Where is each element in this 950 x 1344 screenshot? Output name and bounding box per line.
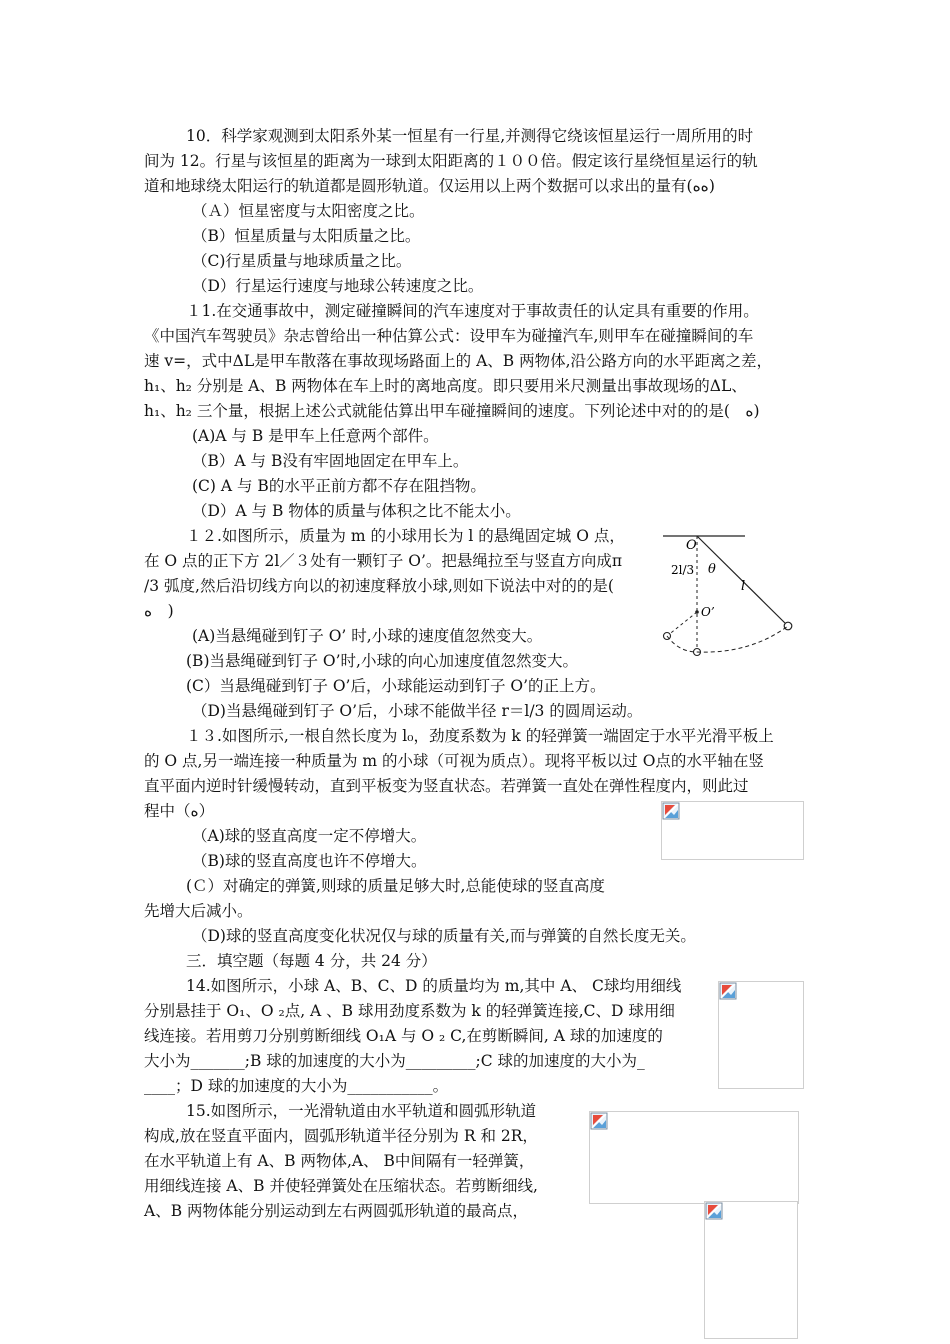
broken-image-icon: [705, 1202, 723, 1220]
q12-option-d: （D)当悬绳碰到钉子 O’后，小球不能做半径 r＝l/3 的圆周运动。: [192, 702, 643, 720]
q13-option-a: （A)球的竖直高度一定不停增大。: [192, 827, 427, 845]
q10-line-1: 10．科学家观测到太阳系外某一恒星有一行星,并测得它绕该恒星运行一周所用的时: [186, 127, 754, 145]
q11-option-a: (A)A 与 B 是甲车上任意两个部件。: [192, 427, 439, 445]
q13-line-2: 的 O 点,另一端连接一种质量为 m 的小球（可视为质点）。现将平板以过 O点的水平轴在竖: [144, 752, 764, 770]
q12-line-3: /3 弧度,然后沿切线方向以的初速度释放小球,则如下说法中对的的是(: [144, 577, 614, 595]
q15-line-5: A、B 两物体能分别运动到左右两圆弧形轨道的最高点，: [144, 1202, 529, 1220]
q12-line-4: ﻩ ): [144, 602, 174, 620]
q13-line-3: 直平面内逆时针缓慢转动，直到平板变为竖直状态。若弹簧一直处在弹性程度内，则此过: [144, 777, 749, 795]
q12-option-c: (C）当悬绳碰到钉子 O’后，小球能运动到钉子 O’的正上方。: [186, 677, 606, 695]
q15-line-2: 构成,放在竖直平面内，圆弧形轨道半径分别为 R 和 2R，: [144, 1127, 538, 1145]
q14-line-5: ____；D 球的加速度的大小为___________。: [144, 1077, 449, 1095]
pendulum-label-o: O: [686, 538, 697, 553]
q10-option-c: （C)行星质量与地球质量之比。: [192, 252, 412, 270]
pendulum-figure: [655, 528, 805, 663]
q11-option-c: (C) A 与 B的水平正前方都不存在阻挡物。: [192, 477, 486, 495]
q11-line-4: h₁、h₂ 分别是 A、B 两物体在车上时的离地高度。即只要用米尺测量出事故现场的ΔL、: [144, 377, 747, 395]
q14-line-3: 线连接。若用剪刀分别剪断细线 O₁A 与 O ₂ C,在剪断瞬间, A 球的加速度的: [144, 1027, 663, 1045]
q10-option-b: （B）恒星质量与太阳质量之比。: [192, 227, 421, 245]
q11-option-b: （B）A 与 B没有牢固地固定在甲车上。: [192, 452, 469, 470]
image-placeholder-q15-a: [589, 1111, 799, 1204]
q10-line-2: 间为 12。行星与该恒星的距离为一球到太阳距离的１００倍。假定该行星绕恒星运行的轨: [144, 152, 758, 170]
image-placeholder-q13: [661, 801, 804, 860]
q12-option-b: (B)当悬绳碰到钉子 O’时,小球的向心加速度值忽然变大。: [186, 652, 578, 670]
image-placeholder-q15-b: [704, 1201, 798, 1339]
image-placeholder-q14: [718, 981, 804, 1089]
q10-option-a: （Ａ）恒星密度与太阳密度之比。: [192, 202, 425, 220]
pendulum-label-l: l: [741, 579, 746, 594]
q15-line-4: 用细线连接 A、B 并使轻弹簧处在压缩状态。若剪断细线,: [144, 1177, 538, 1195]
q15-line-3: 在水平轨道上有 A、B 两物体,A、 B中间隔有一轻弹簧，: [144, 1152, 535, 1170]
q13-option-b: （B)球的竖直高度也许不停增大。: [192, 852, 427, 870]
q10-line-3: 道和地球绕太阳运行的轨道都是圆形轨道。仅运用以上两个数据可以求出的量有(ﻩﻩ): [144, 177, 715, 195]
q11-option-d: （D）A 与 B 物体的质量与体积之比不能太小。: [192, 502, 521, 520]
q14-line-1: 14.如图所示，小球 A、B、C、D 的质量均为 m,其中 A、 C球均用细线: [186, 977, 682, 995]
q14-line-4: 大小为_______;B 球的加速度的大小为_________;C 球的加速度的大小为_: [144, 1052, 645, 1070]
q13-line-4: 程中（ﻩ）: [144, 802, 215, 820]
section-fill-in-heading: 三．填空题（每题 4 分，共 24 分）: [186, 952, 437, 970]
q11-line-2: 《中国汽车驾驶员》杂志曾给出一种估算公式：设甲车为碰撞汽车,则甲车在碰撞瞬间的车: [144, 327, 754, 345]
q13-option-c: (Ｃ）对确定的弹簧,则球的质量足够大时,总能使球的竖直高度: [186, 877, 605, 895]
q13-option-c-cont: 先增大后减小。: [144, 902, 253, 920]
q12-line-1: １２.如图所示，质量为 m 的小球用长为 l 的悬绳固定城 O 点，: [186, 527, 625, 545]
q13-line-1: １３.如图所示,一根自然长度为 l₀，劲度系数为 k 的轻弹簧一端固定于水平光滑平板上: [186, 727, 774, 745]
q12-option-a: (A)当悬绳碰到钉子 O’ 时,小球的速度值忽然变大。: [192, 627, 543, 645]
pendulum-label-2l3: 2l/3: [671, 563, 695, 577]
q14-line-2: 分别悬挂于 O₁、O ₂点, A 、B 球用劲度系数为 k 的轻弹簧连接,C、D 球用细: [144, 1002, 675, 1020]
q11-line-5: h₁、h₂ 三个量，根据上述公式就能估算出甲车碰撞瞬间的速度。下列论述中对的的是( ﻩ): [144, 402, 760, 420]
q12-line-2: 在 O 点的正下方 2l／３处有一颗钉子 O’。把悬绳拉至与竖直方向成π: [144, 552, 623, 570]
q11-line-3: 速 v=，式中ΔL是甲车散落在事故现场路面上的 A、B 两物体,沿公路方向的水平距离之差，: [144, 352, 773, 370]
q11-line-1: １1.在交通事故中，测定碰撞瞬间的汽车速度对于事故责任的认定具有重要的作用。: [186, 302, 759, 320]
q10-option-d: （D）行星运行速度与地球公转速度之比。: [192, 277, 484, 295]
broken-image-icon: [662, 802, 680, 820]
pendulum-label-o-prime: O’: [701, 605, 715, 619]
broken-image-icon: [590, 1112, 608, 1130]
broken-image-icon: [719, 982, 737, 1000]
pendulum-label-theta: θ: [708, 562, 716, 577]
q15-line-1: 15.如图所示，一光滑轨道由水平轨道和圆弧形轨道: [186, 1102, 537, 1120]
q13-option-d: （D)球的竖直高度变化状况仅与球的质量有关,而与弹簧的自然长度无关。: [192, 927, 696, 945]
